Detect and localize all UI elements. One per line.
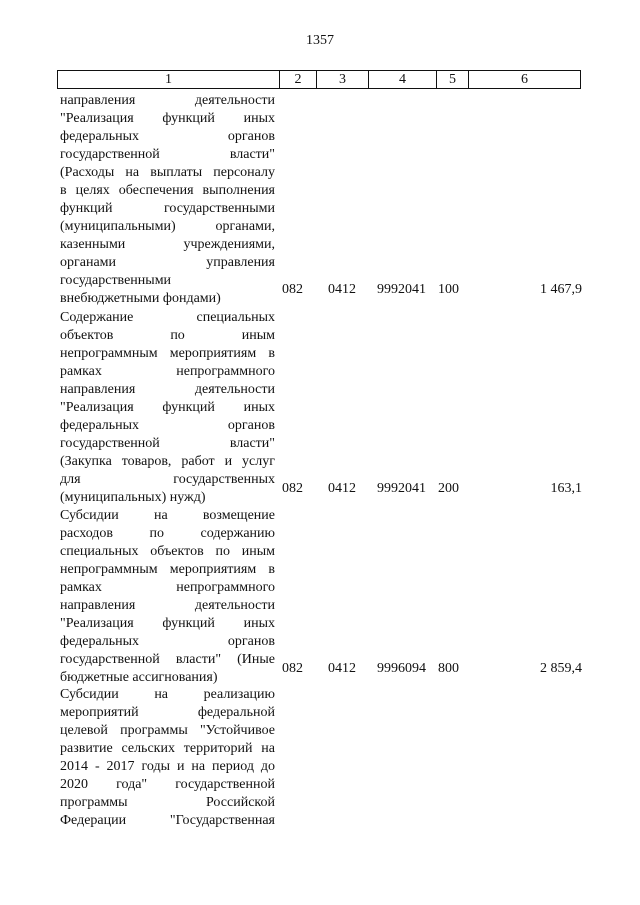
desc-line: целевой программы "Устойчивое xyxy=(60,723,275,738)
header-col-4: 4 xyxy=(369,71,437,88)
target-article-code: 9992041 xyxy=(377,481,426,496)
row-description xyxy=(60,92,275,308)
grbs-code: 082 xyxy=(282,661,303,676)
desc-line: для государственных xyxy=(60,472,275,487)
desc-line: непрограммным мероприятиям в xyxy=(60,562,275,577)
desc-line: функций государственными xyxy=(60,201,275,216)
desc-line: бюджетные ассигнования) xyxy=(60,670,218,685)
desc-line: государственной власти" (Иные xyxy=(60,652,275,667)
amount: 1 467,9 xyxy=(540,282,582,297)
desc-line: "Реализация функций иных xyxy=(60,400,275,415)
target-article-code: 9996094 xyxy=(377,661,426,676)
page-number: 1357 xyxy=(306,33,334,48)
header-col-3: 3 xyxy=(317,71,369,88)
header-col-1: 1 xyxy=(58,71,280,88)
desc-line: Федерации "Государственная xyxy=(60,813,275,828)
desc-line: федеральных органов xyxy=(60,634,275,649)
desc-line: федеральных органов xyxy=(60,129,275,144)
amount: 2 859,4 xyxy=(540,661,582,676)
desc-line: непрограммным мероприятиям в xyxy=(60,346,275,361)
desc-line: (Закупка товаров, работ и услуг xyxy=(60,454,275,469)
desc-line: объектов по иным xyxy=(60,328,275,343)
desc-line: государственными xyxy=(60,273,172,288)
expense-type-code: 800 xyxy=(438,661,459,676)
desc-line: "Реализация функций иных xyxy=(60,616,275,631)
header-col-2: 2 xyxy=(280,71,317,88)
header-col-5: 5 xyxy=(437,71,469,88)
desc-line: расходов по содержанию xyxy=(60,526,275,541)
desc-line: Содержание специальных xyxy=(60,310,275,325)
grbs-code: 082 xyxy=(282,481,303,496)
desc-line: развитие сельских территорий на xyxy=(60,741,275,756)
row-description xyxy=(60,507,275,687)
desc-line: (муниципальных) нужд) xyxy=(60,490,206,505)
desc-line: (муниципальными) органами, xyxy=(60,219,275,234)
desc-line: государственной власти" xyxy=(60,147,275,162)
target-article-code: 9992041 xyxy=(377,282,426,297)
desc-line: Субсидии на возмещение xyxy=(60,508,275,523)
desc-line: 2014 - 2017 годы и на период до xyxy=(60,759,275,774)
desc-line: (Расходы на выплаты персоналу xyxy=(60,165,275,180)
row-description xyxy=(60,686,275,830)
section-code: 0412 xyxy=(328,282,356,297)
desc-line: специальных объектов по иным xyxy=(60,544,275,559)
desc-line: в целях обеспечения выполнения xyxy=(60,183,275,198)
expense-type-code: 100 xyxy=(438,282,459,297)
desc-line: направления деятельности xyxy=(60,382,275,397)
table-header xyxy=(57,70,581,89)
section-code: 0412 xyxy=(328,661,356,676)
desc-line: направления деятельности xyxy=(60,598,275,613)
desc-line: государственной власти" xyxy=(60,436,275,451)
desc-line: программы Российской xyxy=(60,795,275,810)
section-code: 0412 xyxy=(328,481,356,496)
grbs-code: 082 xyxy=(282,282,303,297)
desc-line: 2020 года" государственной xyxy=(60,777,275,792)
amount: 163,1 xyxy=(550,481,582,496)
expense-type-code: 200 xyxy=(438,481,459,496)
desc-line: рамках непрограммного xyxy=(60,580,275,595)
desc-line: направления деятельности xyxy=(60,93,275,108)
header-col-6: 6 xyxy=(521,72,528,87)
row-description xyxy=(60,309,275,507)
desc-line: Субсидии на реализацию xyxy=(60,687,275,702)
desc-line: рамках непрограммного xyxy=(60,364,275,379)
desc-line: внебюджетными фондами) xyxy=(60,291,221,306)
desc-line: органами управления xyxy=(60,255,275,270)
desc-line: казенными учреждениями, xyxy=(60,237,275,252)
desc-line: федеральных органов xyxy=(60,418,275,433)
desc-line: "Реализация функций иных xyxy=(60,111,275,126)
desc-line: мероприятий федеральной xyxy=(60,705,275,720)
